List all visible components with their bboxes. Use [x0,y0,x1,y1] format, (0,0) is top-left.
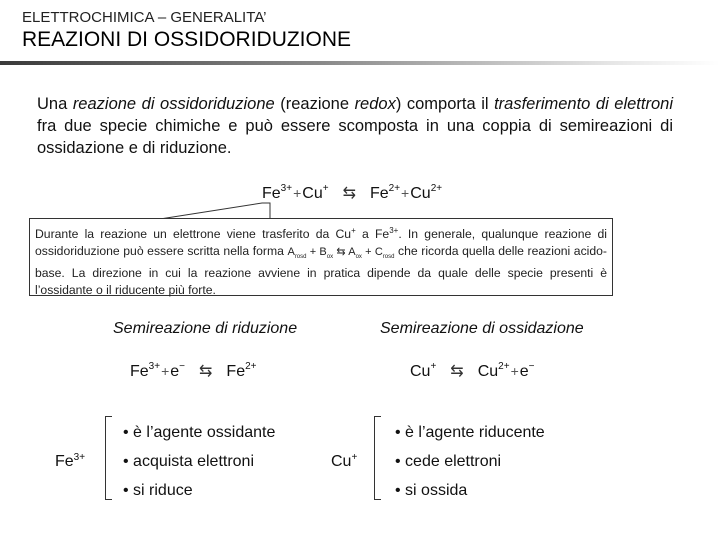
reduction-title: Semireazione di riduzione [113,320,298,337]
oxidant-species-label: $Fe^{3+}$ [55,452,86,470]
term-electron-transfer: trasferimento di elettroni [494,95,673,113]
list-item: • si riduce [123,481,275,510]
reduction-bracket [105,416,112,500]
equilibrium-arrow: ⇆ [342,185,356,202]
term-redox: redox [354,95,396,113]
reduction-equation: $Fe^{3+}+e^-$ ⇆ $Fe^{2+}$ [130,361,257,380]
oxidation-equation: Cu+ ⇆ $Cu^{2+}+e^-$ [410,361,535,380]
list-item: • si ossida [395,481,545,510]
oxidation-bracket [374,416,381,500]
reductant-species-label: Cu+ [331,452,358,470]
generic-redox-formula: $A_{rosd} + B_{ox}$ ⇆ $A_{ox} + C_{rosd}$ [287,245,395,260]
equilibrium-arrow: ⇆ [199,363,213,380]
list-item: • è l’agente ossidante [123,423,275,452]
equilibrium-arrow: ⇆ [450,363,464,380]
oxidation-properties-list [395,423,545,510]
oxidation-title: Semireazione di ossidazione [380,320,584,337]
list-item: • è l’agente riducente [395,423,545,452]
list-item: • acquista elettroni [123,452,275,481]
header-subtitle: ELETTROCHIMICA – GENERALITA’ [22,9,267,26]
page-title: REAZIONI DI OSSIDORIDUZIONE [22,28,352,51]
reduction-properties-list [123,423,275,510]
intro-paragraph: Una reazione di ossidoriduzione (reazione redox) comporta il trasferimento di elettroni fra due specie chimiche e può essere scomposta in una coppia di semireazioni di ossidazione e di riduzione. [37,95,673,157]
term-redox-reaction: reazione di ossidoriduzione [72,95,275,113]
main-equation: $Fe^{3+}+Cu^+$ ⇆ $Fe^{2+}+Cu^{2+}$ [262,183,443,202]
list-item: • cede elettroni [395,452,545,481]
callout-box: Durante la reazione un elettrone viene trasferito da Cu+ a $Fe^{3+}$. In generale, qualunque reazione di ossidoriduzione può essere scritta nella forma $A_{rosd} + B_{ox}$ ⇆ $A_{ox} + C_{rosd}$ che ricorda quella delle reazioni acido-base. La direzione in cui la reazione avviene in pratica dipende da quale delle specie presenti è l’ossidante o il riducente più forte. [29,218,613,296]
